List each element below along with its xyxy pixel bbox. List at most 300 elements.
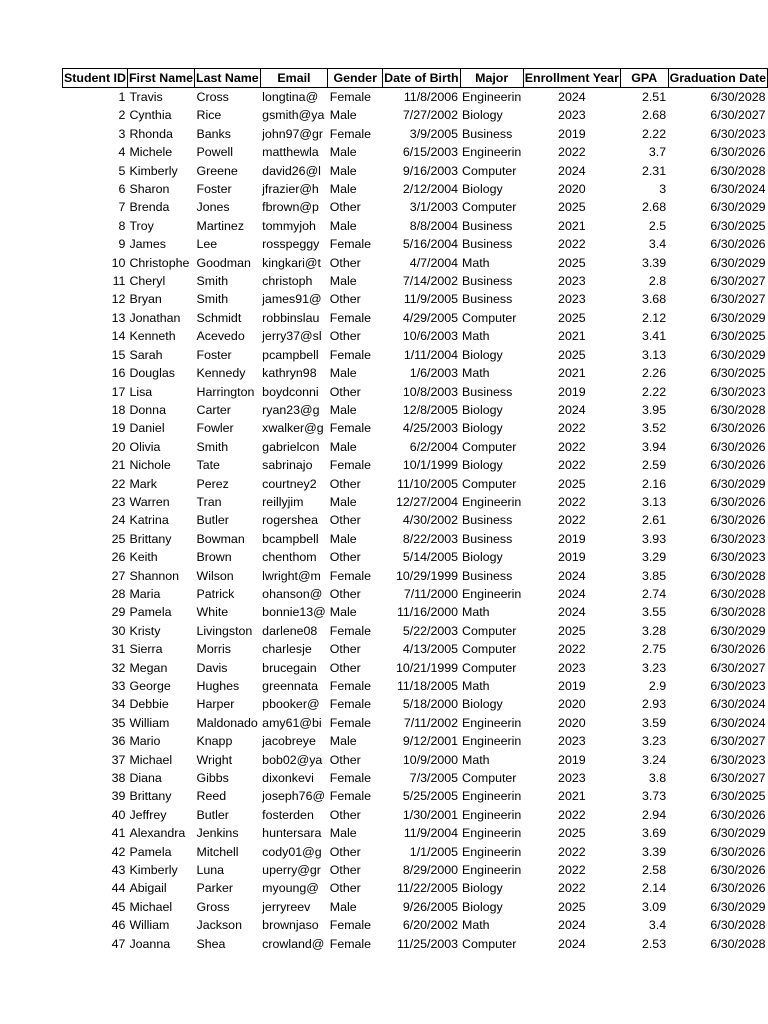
email-cell[interactable]: fbrown@p <box>262 200 319 215</box>
dob-cell[interactable]: 1/11/2004 <box>403 347 459 362</box>
major-cell[interactable]: Business <box>462 513 513 528</box>
gpa-cell[interactable]: 3.68 <box>641 292 667 307</box>
enrollment-year-cell[interactable]: 2023 <box>558 108 586 123</box>
graduation-date-cell[interactable]: 6/30/2023 <box>710 384 766 399</box>
first-name-cell[interactable]: Michele <box>129 145 173 160</box>
col-header-email[interactable]: Email <box>260 69 328 88</box>
graduation-date-cell[interactable]: 6/30/2028 <box>710 568 766 583</box>
dob-cell[interactable]: 11/16/2000 <box>396 605 459 620</box>
major-cell[interactable]: Computer <box>462 771 517 786</box>
email-cell[interactable]: dixonkevi <box>262 771 314 786</box>
last-name-cell[interactable]: Brown <box>196 550 232 565</box>
last-name-cell[interactable]: Schmidt <box>196 310 242 325</box>
email-cell[interactable]: gsmith@ya <box>262 108 325 123</box>
last-name-cell[interactable]: Greene <box>196 163 238 178</box>
enrollment-year-cell[interactable]: 2020 <box>558 182 586 197</box>
last-name-cell[interactable]: White <box>196 605 229 620</box>
first-name-cell[interactable]: Michael <box>129 752 173 767</box>
enrollment-year-cell[interactable]: 2022 <box>558 642 586 657</box>
gpa-cell[interactable]: 2.26 <box>641 366 667 381</box>
graduation-date-cell[interactable]: 6/30/2028 <box>710 605 766 620</box>
email-cell[interactable]: rosspeggy <box>262 237 320 252</box>
gender-cell[interactable]: Male <box>329 366 357 381</box>
first-name-cell[interactable]: Donna <box>129 402 166 417</box>
last-name-cell[interactable]: Luna <box>196 863 225 878</box>
gpa-cell[interactable]: 3.24 <box>641 752 667 767</box>
gender-cell[interactable]: Other <box>329 881 361 896</box>
enrollment-year-cell[interactable]: 2022 <box>558 513 586 528</box>
gpa-cell[interactable]: 2.16 <box>641 476 667 491</box>
first-name-cell[interactable]: George <box>129 679 171 693</box>
dob-cell[interactable]: 4/13/2005 <box>402 642 459 657</box>
first-name-cell[interactable]: Lisa <box>129 384 153 399</box>
first-name-cell[interactable]: Nichole <box>129 458 171 473</box>
student-id-cell[interactable]: 21 <box>111 458 126 473</box>
first-name-cell[interactable]: Brittany <box>129 531 172 546</box>
enrollment-year-cell[interactable]: 2024 <box>558 568 586 583</box>
student-id-cell[interactable]: 5 <box>118 163 126 178</box>
last-name-cell[interactable]: Shea <box>196 936 226 951</box>
student-id-cell[interactable]: 13 <box>111 310 126 325</box>
first-name-cell[interactable]: James <box>129 237 166 252</box>
graduation-date-cell[interactable]: 6/30/2028 <box>710 586 766 601</box>
dob-cell[interactable]: 6/15/2003 <box>402 145 459 160</box>
graduation-date-cell[interactable]: 6/30/2026 <box>710 844 766 859</box>
student-id-cell[interactable]: 35 <box>111 715 126 730</box>
gpa-cell[interactable]: 3.28 <box>641 623 667 638</box>
enrollment-year-cell[interactable]: 2022 <box>558 421 586 436</box>
email-cell[interactable]: darlene08 <box>262 623 318 638</box>
last-name-cell[interactable]: Butler <box>196 807 229 822</box>
student-id-cell[interactable]: 17 <box>111 384 126 399</box>
dob-cell[interactable]: 12/27/2004 <box>396 494 459 509</box>
gender-cell[interactable]: Other <box>329 255 361 270</box>
graduation-date-cell[interactable]: 6/30/2026 <box>710 145 766 160</box>
gender-cell[interactable]: Male <box>329 531 357 546</box>
enrollment-year-cell[interactable]: 2024 <box>558 605 586 620</box>
last-name-cell[interactable]: Harrington <box>196 384 255 399</box>
first-name-cell[interactable]: Cheryl <box>129 274 166 289</box>
email-cell[interactable]: joseph76@ <box>262 789 326 804</box>
graduation-date-cell[interactable]: 6/30/2028 <box>710 402 766 417</box>
first-name-cell[interactable]: Joanna <box>129 936 171 951</box>
email-cell[interactable]: brucegain <box>262 660 317 675</box>
gender-cell[interactable]: Female <box>329 458 372 473</box>
last-name-cell[interactable]: Powell <box>196 145 234 160</box>
email-cell[interactable]: david26@l <box>262 163 321 178</box>
major-cell[interactable]: Business <box>462 292 513 307</box>
first-name-cell[interactable]: Alexandra <box>129 826 186 841</box>
gpa-cell[interactable]: 3.59 <box>641 715 667 730</box>
last-name-cell[interactable]: Smith <box>196 274 229 289</box>
gender-cell[interactable]: Other <box>329 844 361 859</box>
student-id-cell[interactable]: 37 <box>111 752 126 767</box>
last-name-cell[interactable]: Rice <box>196 108 222 123</box>
email-cell[interactable]: kingkari@t <box>262 255 321 270</box>
last-name-cell[interactable]: Foster <box>196 182 232 197</box>
graduation-date-cell[interactable]: 6/30/2029 <box>710 476 766 491</box>
gpa-cell[interactable]: 3.73 <box>641 789 667 804</box>
graduation-date-cell[interactable]: 6/30/2026 <box>710 881 766 896</box>
major-cell[interactable]: Computer <box>462 623 517 638</box>
gender-cell[interactable]: Other <box>329 476 361 491</box>
gender-cell[interactable]: Female <box>329 310 372 325</box>
dob-cell[interactable]: 5/22/2003 <box>402 623 459 638</box>
enrollment-year-cell[interactable]: 2023 <box>558 292 586 307</box>
first-name-cell[interactable]: Diana <box>129 771 162 786</box>
enrollment-year-cell[interactable]: 2024 <box>558 90 586 104</box>
enrollment-year-cell[interactable]: 2024 <box>558 918 586 933</box>
major-cell[interactable]: Engineerin <box>462 586 522 601</box>
first-name-cell[interactable]: Christophe <box>129 255 190 270</box>
gpa-cell[interactable]: 2.12 <box>641 310 667 325</box>
graduation-date-cell[interactable]: 6/30/2027 <box>710 771 766 786</box>
dob-cell[interactable]: 10/9/2000 <box>402 752 459 767</box>
gpa-cell[interactable]: 2.22 <box>641 126 667 141</box>
dob-cell[interactable]: 8/8/2004 <box>409 218 459 233</box>
enrollment-year-cell[interactable]: 2020 <box>558 697 586 712</box>
gpa-cell[interactable]: 3.8 <box>648 771 667 786</box>
graduation-date-cell[interactable]: 6/30/2028 <box>710 90 766 104</box>
gpa-cell[interactable]: 3 <box>659 182 667 197</box>
enrollment-year-cell[interactable]: 2025 <box>558 623 586 638</box>
major-cell[interactable]: Computer <box>462 439 517 454</box>
gender-cell[interactable]: Other <box>329 513 361 528</box>
email-cell[interactable]: sabrinajo <box>262 458 313 473</box>
enrollment-year-cell[interactable]: 2021 <box>558 218 586 233</box>
last-name-cell[interactable]: Livingston <box>196 623 253 638</box>
email-cell[interactable]: jfrazier@h <box>262 182 319 197</box>
col-header-student-id[interactable]: Student ID <box>63 69 128 88</box>
student-id-cell[interactable]: 47 <box>111 936 126 951</box>
gpa-cell[interactable]: 3.93 <box>641 531 667 546</box>
gender-cell[interactable]: Other <box>329 807 361 822</box>
first-name-cell[interactable]: Daniel <box>129 421 165 436</box>
enrollment-year-cell[interactable]: 2021 <box>558 329 586 344</box>
graduation-date-cell[interactable]: 6/30/2024 <box>710 697 766 712</box>
major-cell[interactable]: Computer <box>462 936 517 951</box>
gender-cell[interactable]: Other <box>329 292 361 307</box>
major-cell[interactable]: Math <box>462 366 490 381</box>
graduation-date-cell[interactable]: 6/30/2028 <box>710 936 766 951</box>
email-cell[interactable]: kathryn98 <box>262 366 317 381</box>
major-cell[interactable]: Math <box>462 918 490 933</box>
gender-cell[interactable]: Other <box>329 660 361 675</box>
last-name-cell[interactable]: Davis <box>196 660 228 675</box>
dob-cell[interactable]: 1/6/2003 <box>409 366 459 381</box>
major-cell[interactable]: Engineerin <box>462 844 522 859</box>
last-name-cell[interactable]: Tran <box>196 494 222 509</box>
last-name-cell[interactable]: Knapp <box>196 734 233 749</box>
gender-cell[interactable]: Male <box>329 182 357 197</box>
first-name-cell[interactable]: Douglas <box>129 366 175 381</box>
graduation-date-cell[interactable]: 6/30/2023 <box>710 752 766 767</box>
last-name-cell[interactable]: Fowler <box>196 421 234 436</box>
gender-cell[interactable]: Male <box>329 108 357 123</box>
gender-cell[interactable]: Female <box>329 568 372 583</box>
email-cell[interactable]: huntersara <box>262 826 322 841</box>
student-id-cell[interactable]: 26 <box>111 550 126 565</box>
graduation-date-cell[interactable]: 6/30/2023 <box>710 531 766 546</box>
dob-cell[interactable]: 11/25/2003 <box>396 936 459 951</box>
last-name-cell[interactable]: Bowman <box>196 531 245 546</box>
graduation-date-cell[interactable]: 6/30/2028 <box>710 163 766 178</box>
gender-cell[interactable]: Other <box>329 642 361 657</box>
student-id-cell[interactable]: 3 <box>118 126 126 141</box>
student-id-cell[interactable]: 45 <box>111 899 126 914</box>
email-cell[interactable]: jerry37@sl <box>262 329 322 344</box>
gpa-cell[interactable]: 3.39 <box>641 844 667 859</box>
dob-cell[interactable]: 6/20/2002 <box>402 918 459 933</box>
gpa-cell[interactable]: 3.23 <box>641 660 667 675</box>
gpa-cell[interactable]: 3.55 <box>641 605 667 620</box>
enrollment-year-cell[interactable]: 2019 <box>558 531 586 546</box>
last-name-cell[interactable]: Kennedy <box>196 366 246 381</box>
major-cell[interactable]: Engineerin <box>462 863 522 878</box>
enrollment-year-cell[interactable]: 2025 <box>558 200 586 215</box>
enrollment-year-cell[interactable]: 2025 <box>558 310 586 325</box>
graduation-date-cell[interactable]: 6/30/2029 <box>710 899 766 914</box>
col-header-date-of-birth[interactable]: Date of Birth <box>383 69 460 88</box>
email-cell[interactable]: brownjaso <box>262 918 319 933</box>
dob-cell[interactable]: 3/9/2005 <box>409 126 459 141</box>
graduation-date-cell[interactable]: 6/30/2026 <box>710 439 766 454</box>
col-header-major[interactable]: Major <box>460 69 523 88</box>
dob-cell[interactable]: 11/22/2005 <box>396 881 459 896</box>
gpa-cell[interactable]: 3.23 <box>641 734 667 749</box>
major-cell[interactable]: Math <box>462 679 490 693</box>
gpa-cell[interactable]: 3.7 <box>648 145 667 160</box>
email-cell[interactable]: boydconni <box>262 384 319 399</box>
email-cell[interactable]: greennata <box>262 679 318 693</box>
enrollment-year-cell[interactable]: 2023 <box>558 274 586 289</box>
gpa-cell[interactable]: 2.14 <box>641 881 667 896</box>
last-name-cell[interactable]: Smith <box>196 439 229 454</box>
gender-cell[interactable]: Female <box>329 715 372 730</box>
email-cell[interactable]: amy61@bi <box>262 715 322 730</box>
graduation-date-cell[interactable]: 6/30/2027 <box>710 108 766 123</box>
email-cell[interactable]: john97@gr <box>262 126 323 141</box>
last-name-cell[interactable]: Gibbs <box>196 771 229 786</box>
major-cell[interactable]: Engineerin <box>462 494 522 509</box>
student-id-cell[interactable]: 30 <box>111 623 126 638</box>
gpa-cell[interactable]: 3.29 <box>641 550 667 565</box>
dob-cell[interactable]: 1/1/2005 <box>409 844 459 859</box>
major-cell[interactable]: Business <box>462 126 513 141</box>
student-id-cell[interactable]: 36 <box>111 734 126 749</box>
enrollment-year-cell[interactable]: 2021 <box>558 789 586 804</box>
gender-cell[interactable]: Female <box>329 789 372 804</box>
email-cell[interactable]: james91@ <box>262 292 322 307</box>
email-cell[interactable]: xwalker@g <box>262 421 324 436</box>
student-id-cell[interactable]: 39 <box>111 789 126 804</box>
dob-cell[interactable]: 11/9/2005 <box>403 292 459 307</box>
dob-cell[interactable]: 1/30/2001 <box>402 807 459 822</box>
graduation-date-cell[interactable]: 6/30/2023 <box>710 679 766 693</box>
major-cell[interactable]: Engineerin <box>462 145 522 160</box>
student-id-cell[interactable]: 28 <box>111 586 126 601</box>
graduation-date-cell[interactable]: 6/30/2027 <box>710 292 766 307</box>
student-id-cell[interactable]: 34 <box>111 697 126 712</box>
first-name-cell[interactable]: Pamela <box>129 605 172 620</box>
gpa-cell[interactable]: 2.31 <box>641 163 667 178</box>
gpa-cell[interactable]: 3.52 <box>641 421 667 436</box>
major-cell[interactable]: Engineerin <box>462 715 522 730</box>
last-name-cell[interactable]: Wilson <box>196 568 234 583</box>
first-name-cell[interactable]: Shannon <box>129 568 180 583</box>
email-cell[interactable]: cody01@g <box>262 844 322 859</box>
email-cell[interactable]: uperry@gr <box>262 863 321 878</box>
major-cell[interactable]: Computer <box>462 310 517 325</box>
dob-cell[interactable]: 9/16/2003 <box>402 163 459 178</box>
first-name-cell[interactable]: Kimberly <box>129 863 178 878</box>
gpa-cell[interactable]: 3.4 <box>648 918 667 933</box>
gender-cell[interactable]: Female <box>329 679 372 693</box>
last-name-cell[interactable]: Tate <box>196 458 220 473</box>
email-cell[interactable]: chenthom <box>262 550 317 565</box>
student-id-cell[interactable]: 43 <box>111 863 126 878</box>
major-cell[interactable]: Biology <box>462 347 503 362</box>
first-name-cell[interactable]: Brenda <box>129 200 170 215</box>
first-name-cell[interactable]: Michael <box>129 899 173 914</box>
enrollment-year-cell[interactable]: 2022 <box>558 494 586 509</box>
email-cell[interactable]: tommyjoh <box>262 218 316 233</box>
graduation-date-cell[interactable]: 6/30/2029 <box>710 623 766 638</box>
major-cell[interactable]: Business <box>462 237 513 252</box>
first-name-cell[interactable]: Olivia <box>129 439 161 454</box>
gpa-cell[interactable]: 2.58 <box>641 863 667 878</box>
enrollment-year-cell[interactable]: 2022 <box>558 881 586 896</box>
first-name-cell[interactable]: Katrina <box>129 513 169 528</box>
col-header-last-name[interactable]: Last Name <box>195 69 261 88</box>
gender-cell[interactable]: Other <box>329 863 361 878</box>
major-cell[interactable]: Business <box>462 218 513 233</box>
last-name-cell[interactable]: Lee <box>196 237 218 252</box>
student-id-cell[interactable]: 8 <box>118 218 126 233</box>
last-name-cell[interactable]: Mitchell <box>196 844 239 859</box>
first-name-cell[interactable]: Maria <box>129 586 161 601</box>
dob-cell[interactable]: 7/27/2002 <box>402 108 459 123</box>
dob-cell[interactable]: 5/16/2004 <box>402 237 459 252</box>
enrollment-year-cell[interactable]: 2019 <box>558 384 586 399</box>
gender-cell[interactable]: Female <box>329 697 372 712</box>
student-id-cell[interactable]: 20 <box>111 439 126 454</box>
last-name-cell[interactable]: Morris <box>196 642 231 657</box>
dob-cell[interactable]: 10/21/1999 <box>396 660 459 675</box>
first-name-cell[interactable]: Abigail <box>129 881 167 896</box>
gender-cell[interactable]: Male <box>329 145 357 160</box>
graduation-date-cell[interactable]: 6/30/2023 <box>710 126 766 141</box>
graduation-date-cell[interactable]: 6/30/2026 <box>710 237 766 252</box>
last-name-cell[interactable]: Maldonado <box>196 715 258 730</box>
gpa-cell[interactable]: 3.95 <box>641 402 667 417</box>
first-name-cell[interactable]: Sharon <box>129 182 170 197</box>
dob-cell[interactable]: 5/14/2005 <box>402 550 459 565</box>
student-id-cell[interactable]: 6 <box>118 182 126 197</box>
enrollment-year-cell[interactable]: 2022 <box>558 145 586 160</box>
student-id-cell[interactable]: 2 <box>118 108 126 123</box>
enrollment-year-cell[interactable]: 2025 <box>558 826 586 841</box>
enrollment-year-cell[interactable]: 2025 <box>558 347 586 362</box>
gender-cell[interactable]: Female <box>329 237 372 252</box>
first-name-cell[interactable]: Brittany <box>129 789 172 804</box>
graduation-date-cell[interactable]: 6/30/2026 <box>710 863 766 878</box>
gpa-cell[interactable]: 2.93 <box>641 697 667 712</box>
gpa-cell[interactable]: 3.39 <box>641 255 667 270</box>
major-cell[interactable]: Computer <box>462 476 517 491</box>
dob-cell[interactable]: 10/8/2003 <box>402 384 459 399</box>
dob-cell[interactable]: 6/2/2004 <box>409 439 459 454</box>
gender-cell[interactable]: Other <box>329 752 361 767</box>
major-cell[interactable]: Business <box>462 568 513 583</box>
last-name-cell[interactable]: Carter <box>196 402 231 417</box>
major-cell[interactable]: Engineerin <box>462 90 522 104</box>
email-cell[interactable]: myoung@ <box>262 881 319 896</box>
enrollment-year-cell[interactable]: 2025 <box>558 476 586 491</box>
last-name-cell[interactable]: Harper <box>196 697 235 712</box>
dob-cell[interactable]: 11/8/2006 <box>403 90 459 104</box>
gender-cell[interactable]: Other <box>329 586 361 601</box>
gpa-cell[interactable]: 3.09 <box>641 899 667 914</box>
graduation-date-cell[interactable]: 6/30/2026 <box>710 642 766 657</box>
gpa-cell[interactable]: 2.61 <box>641 513 667 528</box>
major-cell[interactable]: Business <box>462 274 513 289</box>
student-id-cell[interactable]: 38 <box>111 771 126 786</box>
gender-cell[interactable]: Female <box>329 771 372 786</box>
student-id-cell[interactable]: 33 <box>111 679 126 693</box>
enrollment-year-cell[interactable]: 2022 <box>558 863 586 878</box>
major-cell[interactable]: Math <box>462 329 490 344</box>
major-cell[interactable]: Biology <box>462 182 503 197</box>
graduation-date-cell[interactable]: 6/30/2025 <box>710 218 766 233</box>
gpa-cell[interactable]: 2.9 <box>648 679 667 693</box>
gpa-cell[interactable]: 2.8 <box>648 274 667 289</box>
first-name-cell[interactable]: Kimberly <box>129 163 178 178</box>
last-name-cell[interactable]: Butler <box>196 513 229 528</box>
email-cell[interactable]: charlesje <box>262 642 312 657</box>
first-name-cell[interactable]: Keith <box>129 550 158 565</box>
student-id-cell[interactable]: 29 <box>111 605 126 620</box>
student-id-cell[interactable]: 12 <box>111 292 126 307</box>
enrollment-year-cell[interactable]: 2022 <box>558 807 586 822</box>
major-cell[interactable]: Biology <box>462 881 503 896</box>
last-name-cell[interactable]: Patrick <box>196 586 235 601</box>
dob-cell[interactable]: 10/6/2003 <box>402 329 459 344</box>
dob-cell[interactable]: 3/1/2003 <box>409 200 459 215</box>
email-cell[interactable]: ohanson@ <box>262 586 323 601</box>
gender-cell[interactable]: Male <box>329 402 357 417</box>
student-id-cell[interactable]: 40 <box>111 807 126 822</box>
enrollment-year-cell[interactable]: 2024 <box>558 163 586 178</box>
student-id-cell[interactable]: 11 <box>112 274 126 289</box>
gender-cell[interactable]: Other <box>329 384 361 399</box>
col-header-gender[interactable]: Gender <box>328 69 383 88</box>
enrollment-year-cell[interactable]: 2024 <box>558 586 586 601</box>
graduation-date-cell[interactable]: 6/30/2026 <box>710 421 766 436</box>
last-name-cell[interactable]: Cross <box>196 90 229 104</box>
major-cell[interactable]: Biology <box>462 550 503 565</box>
enrollment-year-cell[interactable]: 2023 <box>558 660 586 675</box>
col-header-first-name[interactable]: First Name <box>127 69 194 88</box>
graduation-date-cell[interactable]: 6/30/2027 <box>710 660 766 675</box>
last-name-cell[interactable]: Martinez <box>196 218 245 233</box>
student-id-cell[interactable]: 1 <box>118 90 126 104</box>
student-id-cell[interactable]: 7 <box>118 200 126 215</box>
major-cell[interactable]: Biology <box>462 402 503 417</box>
student-id-cell[interactable]: 4 <box>118 145 126 160</box>
gender-cell[interactable]: Female <box>329 918 372 933</box>
last-name-cell[interactable]: Foster <box>196 347 232 362</box>
